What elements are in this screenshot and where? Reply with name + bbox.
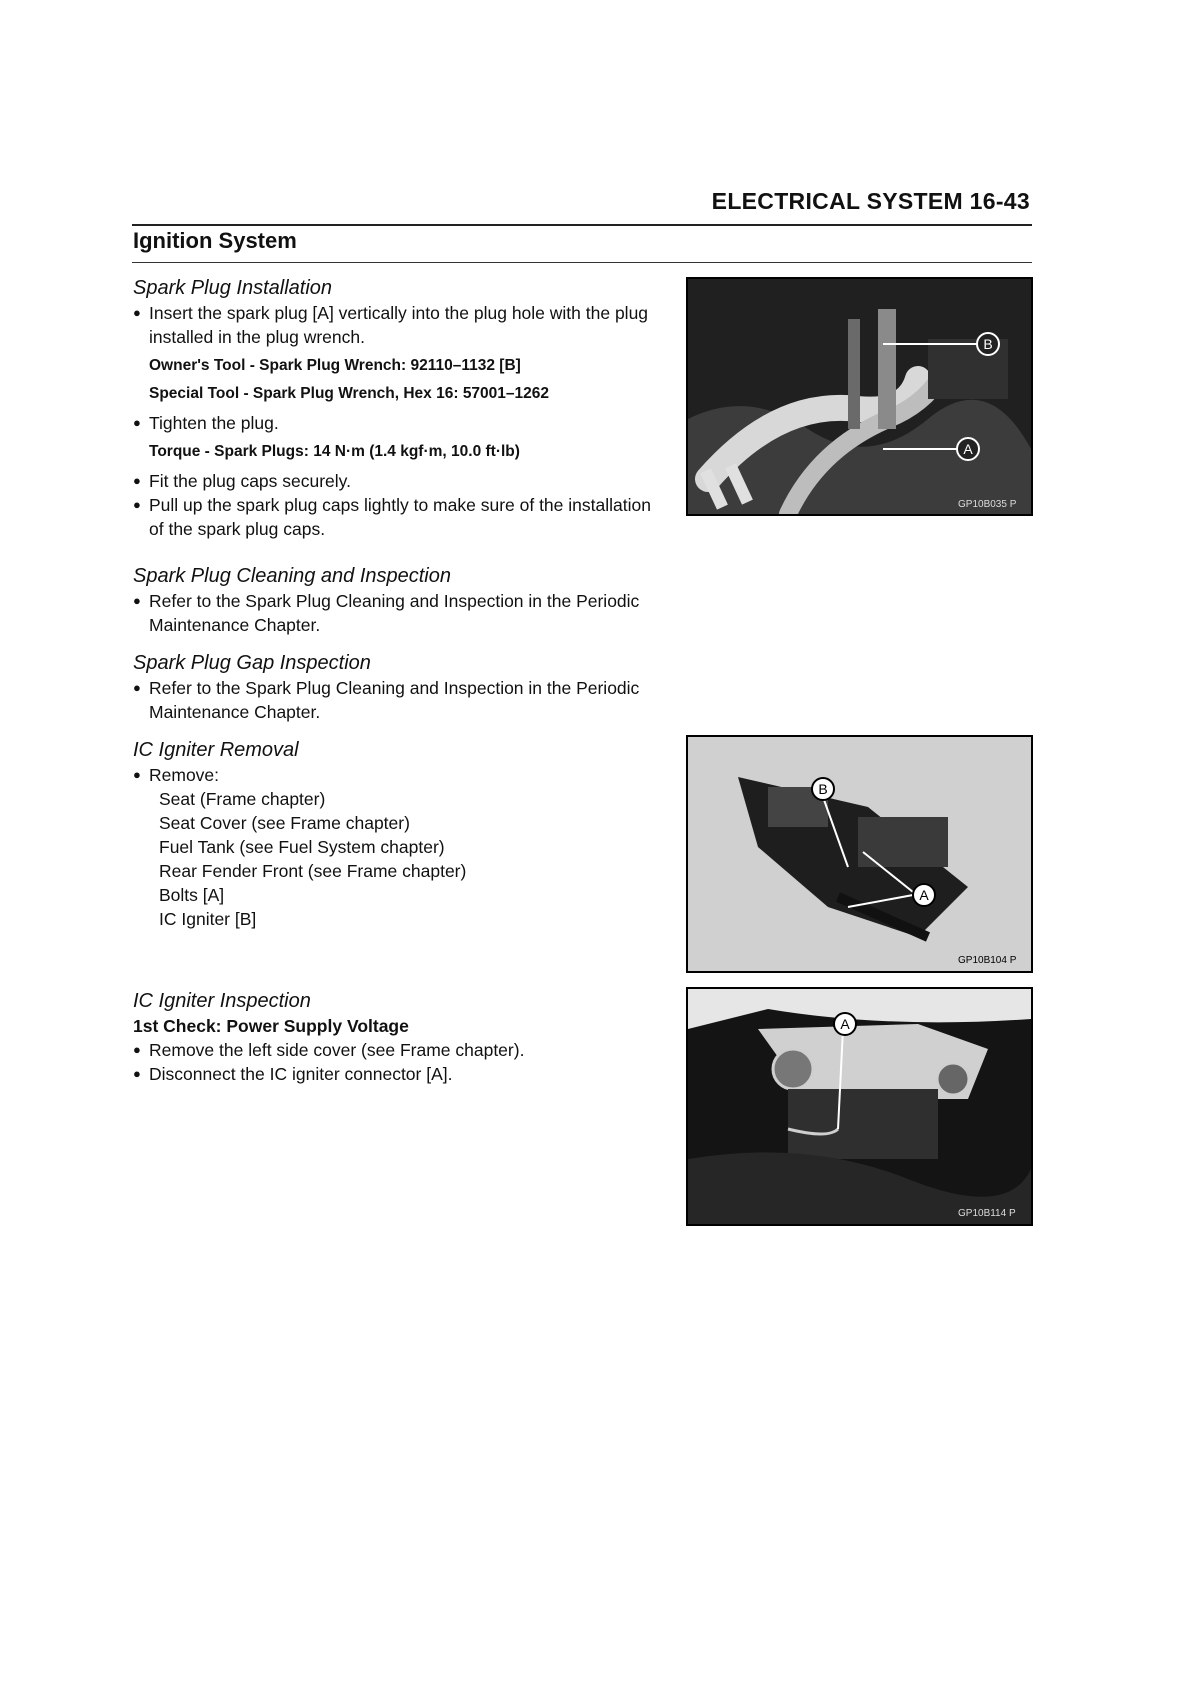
photo1-code: GP10B035 P (958, 499, 1017, 510)
removal-item: IC Igniter [B] (159, 909, 257, 929)
installation-step-fit-caps: ● Fit the plug caps securely. (133, 469, 668, 493)
photo2-label-a: A (919, 887, 929, 903)
ic-igniter-removal-heading: IC Igniter Removal (133, 739, 299, 761)
removal-item: Seat (Frame chapter) (159, 789, 326, 809)
removal-item: Rear Fender Front (see Frame chapter) (159, 861, 467, 881)
top-rule (132, 224, 1032, 226)
removal-step-remove: ● Remove: (133, 763, 668, 787)
spark-plug-installation-photo (686, 277, 1033, 516)
ic-igniter-removal-block (133, 737, 668, 931)
spark-plug-gap-heading: Spark Plug Gap Inspection (133, 652, 371, 674)
installation-step-insert: ● Insert the spark plug [A] vertically into the plug hole with the plug installed in the plug wrench. (133, 301, 668, 349)
inspection-step-disconnect: ● Disconnect the IC igniter connector [A]. (133, 1062, 668, 1086)
spark-plug-installation-heading: Spark Plug Installation (133, 277, 333, 299)
installation-step-tighten: ● Tighten the plug. (133, 411, 668, 435)
photo1-label-a: A (963, 441, 973, 457)
cleaning-step-refer: ● Refer to the Spark Plug Cleaning and Inspection in the Periodic Maintenance Chapter. (133, 589, 668, 637)
special-tool-spec: Special Tool - Spark Plug Wrench, Hex 16: 57001–1262 (149, 385, 550, 402)
ic-igniter-inspection-heading: IC Igniter Inspection (133, 990, 311, 1012)
owners-tool-spec: Owner's Tool - Spark Plug Wrench: 92110–1132 [B] (149, 357, 521, 374)
gap-step-refer: ● Refer to the Spark Plug Cleaning and Inspection in the Periodic Maintenance Chapter. (133, 676, 668, 724)
photo2-label-b: B (818, 781, 828, 797)
spark-plug-installation-block (133, 275, 668, 541)
installation-step-pull-caps: ● Pull up the spark plug caps lightly to make sure of the installation of the spark plug caps. (133, 493, 668, 541)
ic-igniter-connector-photo (686, 987, 1033, 1226)
photo2-code: GP10B104 P (958, 955, 1017, 966)
ic-igniter-inspection-block (133, 988, 668, 1086)
photo3-label-a: A (840, 1016, 850, 1032)
chapter-title: ELECTRICAL SYSTEM 16-43 (711, 188, 1030, 214)
section-title: Ignition System (133, 228, 297, 253)
spark-plug-cleaning-block (133, 563, 668, 637)
section-rule (132, 262, 1032, 263)
removal-item: Fuel Tank (see Fuel System chapter) (159, 837, 445, 857)
photo3-code: GP10B114 P (958, 1208, 1016, 1219)
spark-plug-cleaning-heading: Spark Plug Cleaning and Inspection (133, 565, 451, 587)
removal-item: Bolts [A] (159, 885, 225, 905)
inspection-step-remove-cover: ● Remove the left side cover (see Frame chapter). (133, 1038, 668, 1062)
first-check-heading: 1st Check: Power Supply Voltage (133, 1016, 409, 1036)
removal-item: Seat Cover (see Frame chapter) (159, 813, 410, 833)
torque-spec: Torque - Spark Plugs: 14 N·m (1.4 kgf·m, 10.0 ft·lb) (149, 443, 520, 460)
spark-plug-gap-block (133, 650, 668, 724)
ic-igniter-removal-photo (686, 735, 1033, 973)
photo1-label-b: B (983, 336, 993, 352)
